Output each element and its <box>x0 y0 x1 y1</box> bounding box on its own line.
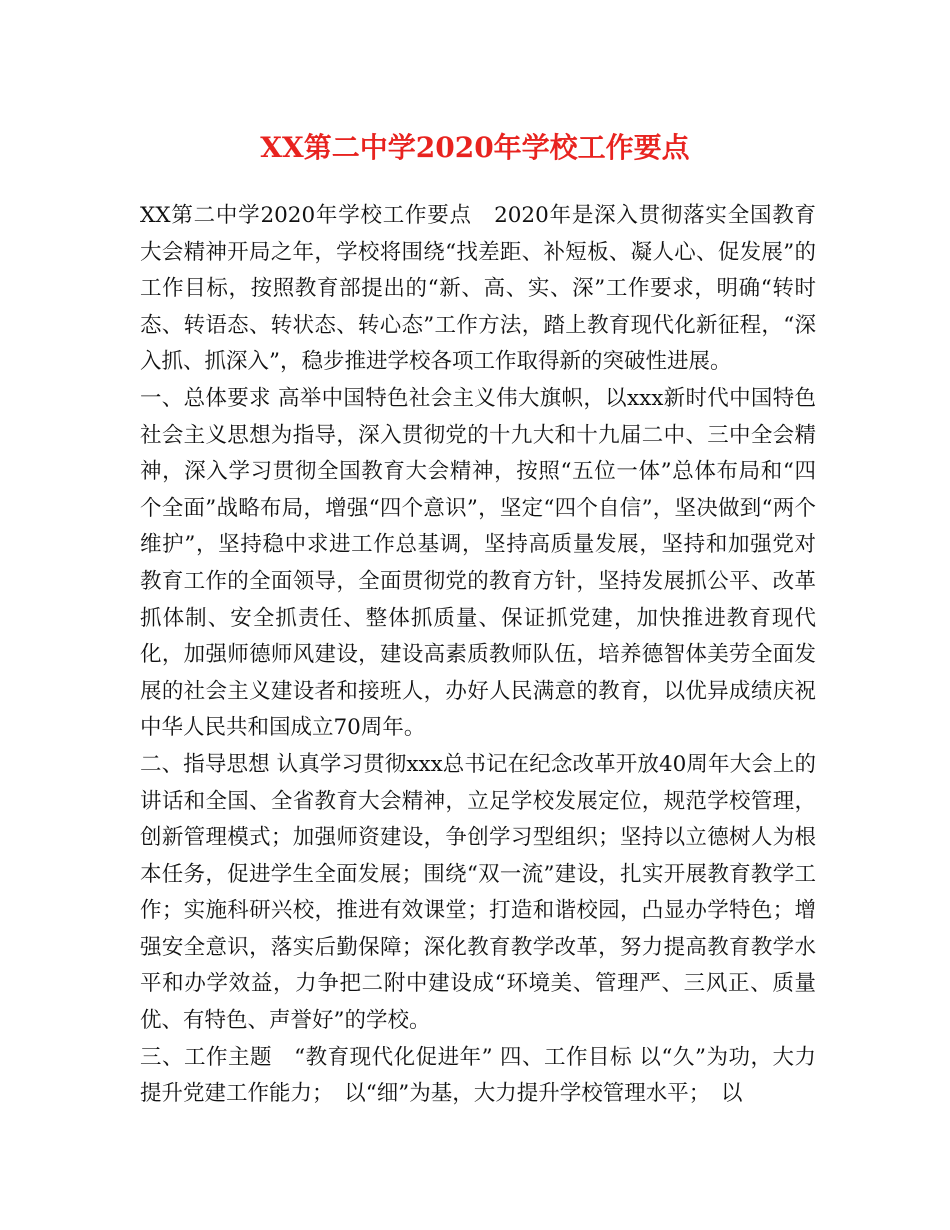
paragraph-work-theme-goals: 三、工作主题 “教育现代化促进年” 四、工作目标 以“久”为功，大力提升党建工作能力； 以“细”为基，大力提升学校管理水平； 以 <box>140 1044 816 1107</box>
document-body <box>140 198 816 1113</box>
paragraph-guiding-ideology: 二、指导思想 认真学习贯彻xxx总书记在纪念改革开放40周年大会上的讲话和全国、全省教育大会精神，立足学校发展定位，规范学校管理，创新管理模式；加强师资建设，争创学习型组织；坚持以立德树人为根本任务，促进学生全面发展；围绕“双一流”建设，扎实开展教育教学工作；实施科研兴校，推进有效课堂；打造和谐校园，凸显办学特色；增强安全意识，落实后勤保障；深化教育教学改革，努力提高教育教学水平和办学效益，力争把二附中建设成“环境美、管理严、三风正、质量优、有特色、声誉好”的学校。 <box>140 751 816 1034</box>
document-title: XX第二中学2020年学校工作要点 <box>260 131 690 164</box>
paragraph-intro: XX第二中学2020年学校工作要点 2020年是深入贯彻落实全国教育大会精神开局之年，学校将围绕“找差距、补短板、凝人心、促发展”的工作目标，按照教育部提出的“新、高、实、深”工作要求，明确“转时态、转语态、转状态、转心态”工作方法，踏上教育现代化新征程，“深入抓、抓深入”，稳步推进学校各项工作取得新的突破性进展。 <box>140 203 816 375</box>
paragraph-general-requirements: 一、总体要求 高举中国特色社会主义伟大旗帜，以xxx新时代中国特色社会主义思想为指导，深入贯彻党的十九大和十九届二中、三中全会精神，深入学习贯彻全国教育大会精神，按照“五位一体”总体布局和“四个全面”战略布局，增强“四个意识”，坚定“四个自信”，坚决做到“两个维护”，坚持稳中求进工作总基调，坚持高质量发展，坚持和加强党对教育工作的全面领导，全面贯彻党的教育方针，坚持发展抓公平、改革抓体制、安全抓责任、整体抓质量、保证抓党建，加快推进教育现代化，加强师德师风建设，建设高素质教师队伍，培养德智体美劳全面发展的社会主义建设者和接班人，办好人民满意的教育，以优异成绩庆祝中华人民共和国成立70周年。 <box>140 385 816 741</box>
